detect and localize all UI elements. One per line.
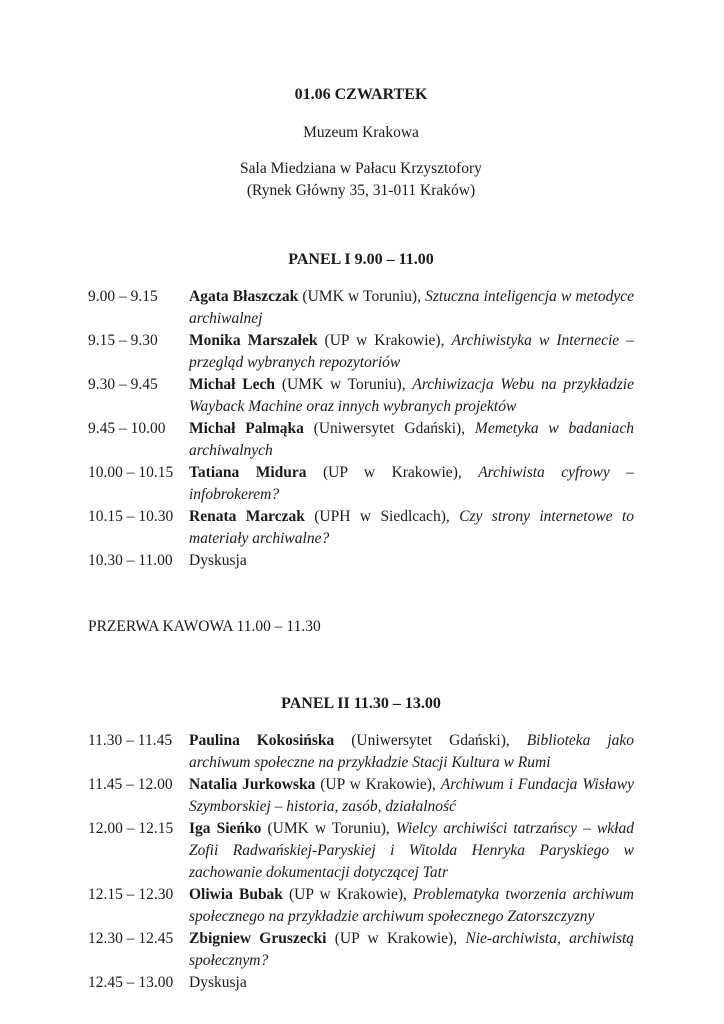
session-description — [189, 928, 634, 972]
speaker-name: Tatiana Midura — [189, 464, 307, 481]
session-text: (UMK w Toruniu), — [298, 288, 426, 305]
session-description — [189, 330, 634, 374]
talk-title: Wielcy archiwiści tatrzańscy – wkład Zofii Radwańskiej-Paryskiej i Witolda Henryka Paryskiego w zachowanie dokumentacji dotyczącej Tatr — [189, 820, 634, 881]
session-text: (Uniwersytet Gdański), — [303, 420, 475, 437]
session-description — [189, 286, 634, 330]
talk-title: Archiwista cyfrowy – infobrokerem? — [189, 464, 634, 503]
time-range: 12.30 – 12.45 — [88, 930, 174, 947]
time-range: 12.15 – 12.30 — [88, 886, 174, 903]
session-description — [189, 774, 634, 818]
talk-title: Archiwistyka w Internecie – przegląd wybranych repozytoriów — [189, 332, 634, 371]
speaker-name: Michał Lech — [189, 376, 276, 393]
panel-title: PANEL II 11.30 – 13.00 — [281, 695, 441, 712]
schedule-row — [88, 730, 634, 774]
venue-name: Muzeum Krakowa — [303, 124, 419, 141]
schedule-row — [88, 506, 634, 550]
schedule-row — [88, 884, 634, 928]
schedule-row — [88, 972, 634, 994]
time-range: 10.00 – 10.15 — [88, 464, 174, 481]
speaker-name: Natalia Jurkowska — [189, 776, 316, 793]
schedule-row — [88, 330, 634, 374]
schedule-row — [88, 774, 634, 818]
speaker-name: Oliwia Bubak — [189, 886, 283, 903]
schedule-row — [88, 286, 634, 330]
session-description — [189, 462, 634, 506]
session-description — [189, 818, 634, 884]
panel-items — [88, 730, 634, 994]
time-range: 9.45 – 10.00 — [88, 420, 166, 437]
time-range: 9.00 – 9.15 — [88, 288, 158, 305]
session-description — [189, 550, 634, 572]
session-text: (Uniwersytet Gdański), — [334, 732, 527, 749]
session-description — [189, 506, 634, 550]
speaker-name: Monika Marszałek — [189, 332, 318, 349]
session-description — [189, 972, 634, 994]
session-description — [189, 884, 634, 928]
talk-title: Memetyka w badaniach archiwalnych — [189, 420, 634, 459]
schedule-row — [88, 550, 634, 572]
schedule-row — [88, 818, 634, 884]
talk-title: Archiwum i Fundacja Wisławy Szymborskiej – historia, zasób, działalność — [189, 776, 635, 815]
session-text: (UP w Krakowie), — [282, 886, 413, 903]
speaker-name: Paulina Kokosińska — [189, 732, 335, 749]
time-range: 10.30 – 11.00 — [88, 552, 173, 569]
panel-2 — [88, 693, 634, 994]
time-range: 10.15 – 10.30 — [88, 508, 174, 525]
page-title: 01.06 CZWARTEK — [294, 86, 428, 103]
session-description — [189, 418, 634, 462]
time-range: 12.00 – 12.15 — [88, 820, 174, 837]
session-description — [189, 374, 634, 418]
talk-title: Biblioteka jako archiwum społeczne na przykładzie Stacji Kultura w Rumi — [189, 732, 635, 771]
session-text: (UPH w Siedlcach), — [304, 508, 460, 525]
session-text: (UP w Krakowie), — [326, 930, 466, 947]
session-text: (UP w Krakowie), — [315, 776, 441, 793]
talk-title: Problematyka tworzenia archiwum społecznego na przykładzie archiwum społecznego Zatorszczyzny — [189, 886, 634, 925]
talk-title: Sztuczna inteligencja w metodyce archiwalnej — [189, 288, 634, 327]
session-description — [189, 730, 634, 774]
speaker-name: Iga Sieńko — [189, 820, 262, 837]
session-text: (UMK w Toruniu), — [261, 820, 396, 837]
speaker-name: Renata Marczak — [189, 508, 305, 525]
room-name: Sala Miedziana w Pałacu Krzysztofory — [240, 160, 482, 177]
schedule-row — [88, 462, 634, 506]
panel-title: PANEL I 9.00 – 11.00 — [288, 251, 434, 268]
time-range: 11.30 – 11.45 — [88, 732, 173, 749]
schedule-row — [88, 928, 634, 972]
speaker-name: Michał Palmąka — [189, 420, 304, 437]
talk-title: Czy strony internetowe to materiały archiwalne? — [189, 508, 635, 547]
venue-address: (Rynek Główny 35, 31-011 Kraków) — [246, 182, 476, 199]
session-text: (UMK w Toruniu), — [275, 376, 413, 393]
time-range: 9.30 – 9.45 — [88, 376, 158, 393]
schedule-row — [88, 374, 634, 418]
talk-title: Archiwizacja Webu na przykładzie Wayback Machine oraz innych wybranych projektów — [189, 376, 634, 415]
talk-title: Nie-archiwista, archiwistą społecznym? — [189, 930, 634, 969]
panel-items — [88, 286, 634, 572]
coffee-break-label: PRZERWA KAWOWA 11.00 – 11.30 — [88, 618, 321, 635]
schedule-row — [88, 418, 634, 462]
session-text: (UP w Krakowie), — [317, 332, 452, 349]
time-range: 11.45 – 12.00 — [88, 776, 173, 793]
speaker-name: Agata Błaszczak — [189, 288, 299, 305]
session-text: Dyskusja — [189, 552, 247, 569]
time-range: 9.15 – 9.30 — [88, 332, 158, 349]
session-text: Dyskusja — [189, 974, 247, 991]
speaker-name: Zbigniew Gruszecki — [189, 930, 327, 947]
time-range: 12.45 – 13.00 — [88, 974, 174, 991]
session-text: (UP w Krakowie), — [306, 464, 479, 481]
panel-1 — [88, 249, 634, 572]
